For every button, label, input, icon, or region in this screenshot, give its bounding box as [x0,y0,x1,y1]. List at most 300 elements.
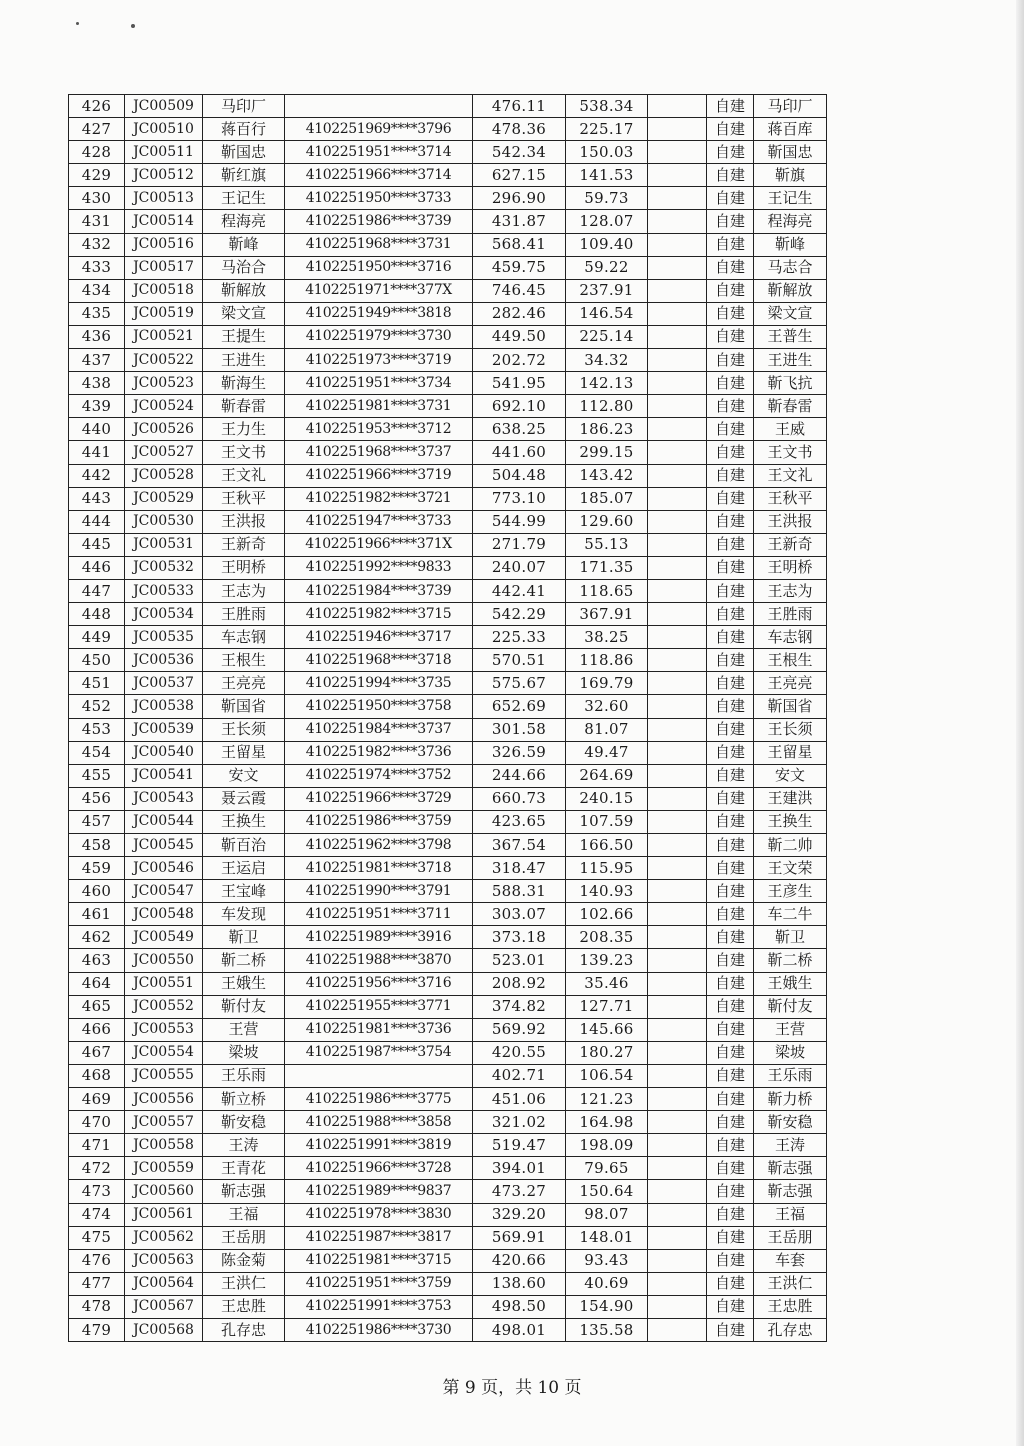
area-value-2-cell: 98.07 [566,1203,648,1226]
owner-name-cell: 王营 [203,1018,285,1041]
id-number-cell: 4102251966****3719 [285,464,473,487]
parcel-code-cell: JC00533 [125,579,203,602]
id-number-cell: 4102251969****3796 [285,118,473,141]
empty-cell [648,1180,707,1203]
build-type-cell: 自建 [707,1226,754,1249]
table-row [69,695,827,718]
parcel-code-cell: JC00540 [125,741,203,764]
parcel-code-cell: JC00512 [125,164,203,187]
area-value-1-cell: 303.07 [473,903,566,926]
area-value-2-cell: 154.90 [566,1295,648,1318]
area-value-1-cell: 329.20 [473,1203,566,1226]
holder-name-cell: 靳卫 [754,926,827,949]
area-value-1-cell: 373.18 [473,926,566,949]
table-row [69,118,827,141]
area-value-2-cell: 225.14 [566,325,648,348]
holder-name-cell: 王普生 [754,325,827,348]
row-number-cell: 457 [69,810,125,833]
build-type-cell: 自建 [707,1018,754,1041]
empty-cell [648,141,707,164]
area-value-1-cell: 138.60 [473,1272,566,1295]
area-value-2-cell: 367.91 [566,603,648,626]
row-number-cell: 471 [69,1134,125,1157]
empty-cell [648,764,707,787]
table-row [69,1180,827,1203]
row-number-cell: 432 [69,233,125,256]
area-value-1-cell: 420.66 [473,1249,566,1272]
empty-cell [648,1041,707,1064]
empty-cell [648,1134,707,1157]
row-number-cell: 470 [69,1111,125,1134]
empty-cell [648,1249,707,1272]
area-value-2-cell: 180.27 [566,1041,648,1064]
area-value-1-cell: 575.67 [473,672,566,695]
build-type-cell: 自建 [707,718,754,741]
parcel-code-cell: JC00547 [125,880,203,903]
holder-name-cell: 靳旗 [754,164,827,187]
empty-cell [648,118,707,141]
parcel-code-cell: JC00537 [125,672,203,695]
holder-name-cell: 王岳朋 [754,1226,827,1249]
id-number-cell: 4102251962****3798 [285,834,473,857]
area-value-1-cell: 459.75 [473,256,566,279]
id-number-cell: 4102251966****3714 [285,164,473,187]
area-value-2-cell: 145.66 [566,1018,648,1041]
build-type-cell: 自建 [707,279,754,302]
area-value-1-cell: 449.50 [473,325,566,348]
owner-name-cell: 梁文宣 [203,302,285,325]
parcel-code-cell: JC00561 [125,1203,203,1226]
row-number-cell: 474 [69,1203,125,1226]
parcel-code-cell: JC00529 [125,487,203,510]
table-row [69,302,827,325]
build-type-cell: 自建 [707,418,754,441]
holder-name-cell: 王新奇 [754,533,827,556]
build-type-cell: 自建 [707,903,754,926]
area-value-2-cell: 166.50 [566,834,648,857]
table-row [69,857,827,880]
table-row [69,903,827,926]
id-number-cell: 4102251986****3739 [285,210,473,233]
area-value-2-cell: 59.73 [566,187,648,210]
empty-cell [648,1295,707,1318]
row-number-cell: 454 [69,741,125,764]
table-row [69,210,827,233]
owner-name-cell: 王乐雨 [203,1064,285,1087]
area-value-2-cell: 121.23 [566,1088,648,1111]
area-value-2-cell: 140.93 [566,880,648,903]
parcel-code-cell: JC00531 [125,533,203,556]
empty-cell [648,857,707,880]
row-number-cell: 441 [69,441,125,464]
area-value-1-cell: 420.55 [473,1041,566,1064]
id-number-cell: 4102251968****3731 [285,233,473,256]
id-number-cell: 4102251950****3758 [285,695,473,718]
id-number-cell [285,95,473,118]
empty-cell [648,210,707,233]
parcel-code-cell: JC00511 [125,141,203,164]
holder-name-cell: 王洪仁 [754,1272,827,1295]
scan-speck [131,24,135,28]
row-number-cell: 439 [69,395,125,418]
row-number-cell: 458 [69,834,125,857]
owner-name-cell: 靳国省 [203,695,285,718]
empty-cell [648,418,707,441]
area-value-2-cell: 150.64 [566,1180,648,1203]
id-number-cell: 4102251988****3858 [285,1111,473,1134]
empty-cell [648,579,707,602]
table-row [69,810,827,833]
area-value-1-cell: 402.71 [473,1064,566,1087]
row-number-cell: 437 [69,349,125,372]
parcel-code-cell: JC00556 [125,1088,203,1111]
row-number-cell: 435 [69,302,125,325]
area-value-2-cell: 107.59 [566,810,648,833]
id-number-cell: 4102251981****3731 [285,395,473,418]
id-number-cell: 4102251990****3791 [285,880,473,903]
area-value-1-cell: 638.25 [473,418,566,441]
empty-cell [648,556,707,579]
table-row [69,187,827,210]
area-value-1-cell: 773.10 [473,487,566,510]
area-value-2-cell: 171.35 [566,556,648,579]
holder-name-cell: 靳志强 [754,1180,827,1203]
holder-name-cell: 王建洪 [754,787,827,810]
area-value-1-cell: 652.69 [473,695,566,718]
build-type-cell: 自建 [707,164,754,187]
parcel-code-cell: JC00519 [125,302,203,325]
empty-cell [648,487,707,510]
area-value-2-cell: 208.35 [566,926,648,949]
owner-name-cell: 王娥生 [203,972,285,995]
table-row [69,579,827,602]
row-number-cell: 430 [69,187,125,210]
row-number-cell: 466 [69,1018,125,1041]
owner-name-cell: 王岳朋 [203,1226,285,1249]
build-type-cell: 自建 [707,834,754,857]
table-row [69,1226,827,1249]
row-number-cell: 450 [69,649,125,672]
area-value-2-cell: 118.65 [566,579,648,602]
owner-name-cell: 安文 [203,764,285,787]
area-value-1-cell: 660.73 [473,787,566,810]
area-value-2-cell: 185.07 [566,487,648,510]
id-number-cell: 4102251971****377X [285,279,473,302]
id-number-cell: 4102251987****3817 [285,1226,473,1249]
build-type-cell: 自建 [707,464,754,487]
holder-name-cell: 王娥生 [754,972,827,995]
row-number-cell: 446 [69,556,125,579]
area-value-2-cell: 79.65 [566,1157,648,1180]
empty-cell [648,995,707,1018]
owner-name-cell: 靳安稳 [203,1111,285,1134]
build-type-cell: 自建 [707,1295,754,1318]
table-row [69,1157,827,1180]
row-number-cell: 477 [69,1272,125,1295]
id-number-cell: 4102251979****3730 [285,325,473,348]
row-number-cell: 478 [69,1295,125,1318]
parcel-code-cell: JC00521 [125,325,203,348]
empty-cell [648,1226,707,1249]
area-value-1-cell: 746.45 [473,279,566,302]
area-value-1-cell: 367.54 [473,834,566,857]
parcel-code-cell: JC00527 [125,441,203,464]
table-row [69,349,827,372]
holder-name-cell: 孔存忠 [754,1318,827,1341]
area-value-2-cell: 127.71 [566,995,648,1018]
area-value-2-cell: 146.54 [566,302,648,325]
owner-name-cell: 王文书 [203,441,285,464]
owner-name-cell: 靳付友 [203,995,285,1018]
empty-cell [648,603,707,626]
table-row [69,95,827,118]
holder-name-cell: 程海亮 [754,210,827,233]
parcel-code-cell: JC00524 [125,395,203,418]
owner-name-cell: 王亮亮 [203,672,285,695]
parcel-code-cell: JC00514 [125,210,203,233]
area-value-2-cell: 141.53 [566,164,648,187]
area-value-2-cell: 225.17 [566,118,648,141]
holder-name-cell: 王涛 [754,1134,827,1157]
row-number-cell: 468 [69,1064,125,1087]
build-type-cell: 自建 [707,1041,754,1064]
area-value-1-cell: 442.41 [473,579,566,602]
area-value-2-cell: 55.13 [566,533,648,556]
owner-name-cell: 靳立桥 [203,1088,285,1111]
holder-name-cell: 靳春雷 [754,395,827,418]
owner-name-cell: 马印厂 [203,95,285,118]
owner-name-cell: 靳海生 [203,372,285,395]
owner-name-cell: 王文礼 [203,464,285,487]
table-row [69,972,827,995]
owner-name-cell: 王福 [203,1203,285,1226]
area-value-1-cell: 544.99 [473,510,566,533]
id-number-cell: 4102251986****3759 [285,810,473,833]
holder-name-cell: 车套 [754,1249,827,1272]
holder-name-cell: 王长须 [754,718,827,741]
table-row [69,233,827,256]
owner-name-cell: 王进生 [203,349,285,372]
row-number-cell: 445 [69,533,125,556]
holder-name-cell: 王进生 [754,349,827,372]
table-row [69,741,827,764]
parcel-code-cell: JC00546 [125,857,203,880]
holder-name-cell: 王福 [754,1203,827,1226]
empty-cell [648,1203,707,1226]
holder-name-cell: 靳解放 [754,279,827,302]
area-value-1-cell: 473.27 [473,1180,566,1203]
owner-name-cell: 靳卫 [203,926,285,949]
build-type-cell: 自建 [707,764,754,787]
owner-name-cell: 王胜雨 [203,603,285,626]
build-type-cell: 自建 [707,510,754,533]
area-value-1-cell: 568.41 [473,233,566,256]
empty-cell [648,441,707,464]
row-number-cell: 472 [69,1157,125,1180]
owner-name-cell: 靳红旗 [203,164,285,187]
owner-name-cell: 王根生 [203,649,285,672]
area-value-1-cell: 542.29 [473,603,566,626]
table-row [69,718,827,741]
build-type-cell: 自建 [707,695,754,718]
table-row [69,649,827,672]
build-type-cell: 自建 [707,880,754,903]
owner-name-cell: 王运启 [203,857,285,880]
holder-name-cell: 靳二帅 [754,834,827,857]
build-type-cell: 自建 [707,1180,754,1203]
row-number-cell: 448 [69,603,125,626]
parcel-code-cell: JC00534 [125,603,203,626]
id-number-cell: 4102251950****3716 [285,256,473,279]
row-number-cell: 428 [69,141,125,164]
empty-cell [648,649,707,672]
empty-cell [648,949,707,972]
parcel-code-cell: JC00555 [125,1064,203,1087]
table-row [69,1249,827,1272]
build-type-cell: 自建 [707,533,754,556]
holder-name-cell: 靳安稳 [754,1111,827,1134]
area-value-2-cell: 299.15 [566,441,648,464]
build-type-cell: 自建 [707,141,754,164]
id-number-cell: 4102251982****3715 [285,603,473,626]
area-value-2-cell: 40.69 [566,1272,648,1295]
parcel-code-cell: JC00568 [125,1318,203,1341]
id-number-cell: 4102251982****3736 [285,741,473,764]
holder-name-cell: 王志为 [754,579,827,602]
table-row [69,141,827,164]
empty-cell [648,718,707,741]
build-type-cell: 自建 [707,1249,754,1272]
owner-name-cell: 靳二桥 [203,949,285,972]
empty-cell [648,1018,707,1041]
id-number-cell: 4102251966****371X [285,533,473,556]
empty-cell [648,395,707,418]
id-number-cell: 4102251946****3717 [285,626,473,649]
build-type-cell: 自建 [707,395,754,418]
build-type-cell: 自建 [707,349,754,372]
row-number-cell: 459 [69,857,125,880]
table-row [69,510,827,533]
owner-name-cell: 王忠胜 [203,1295,285,1318]
area-value-1-cell: 394.01 [473,1157,566,1180]
parcel-code-cell: JC00551 [125,972,203,995]
parcel-code-cell: JC00535 [125,626,203,649]
table-row [69,464,827,487]
empty-cell [648,302,707,325]
table-row [69,1064,827,1087]
empty-cell [648,533,707,556]
parcel-code-cell: JC00543 [125,787,203,810]
table-row [69,834,827,857]
table-row [69,418,827,441]
build-type-cell: 自建 [707,487,754,510]
empty-cell [648,903,707,926]
build-type-cell: 自建 [707,810,754,833]
parcel-code-cell: JC00509 [125,95,203,118]
id-number-cell [285,1064,473,1087]
empty-cell [648,972,707,995]
holder-name-cell: 安文 [754,764,827,787]
parcel-code-cell: JC00550 [125,949,203,972]
area-value-1-cell: 504.48 [473,464,566,487]
id-number-cell: 4102251984****3739 [285,579,473,602]
holder-name-cell: 王明桥 [754,556,827,579]
id-number-cell: 4102251991****3819 [285,1134,473,1157]
row-number-cell: 429 [69,164,125,187]
table-row [69,995,827,1018]
owner-name-cell: 王换生 [203,810,285,833]
area-value-2-cell: 38.25 [566,626,648,649]
id-number-cell: 4102251956****3716 [285,972,473,995]
table-row [69,949,827,972]
row-number-cell: 469 [69,1088,125,1111]
row-number-cell: 436 [69,325,125,348]
row-number-cell: 467 [69,1041,125,1064]
row-number-cell: 476 [69,1249,125,1272]
area-value-2-cell: 143.42 [566,464,648,487]
owner-name-cell: 程海亮 [203,210,285,233]
table-row [69,372,827,395]
area-value-1-cell: 523.01 [473,949,566,972]
parcel-code-cell: JC00536 [125,649,203,672]
owner-name-cell: 靳春雷 [203,395,285,418]
owner-name-cell: 王涛 [203,1134,285,1157]
table-row [69,1272,827,1295]
id-number-cell: 4102251981****3718 [285,857,473,880]
owner-name-cell: 王洪报 [203,510,285,533]
parcel-code-cell: JC00548 [125,903,203,926]
build-type-cell: 自建 [707,95,754,118]
table-row [69,764,827,787]
build-type-cell: 自建 [707,926,754,949]
build-type-cell: 自建 [707,1111,754,1134]
area-value-2-cell: 118.86 [566,649,648,672]
owner-name-cell: 马治合 [203,256,285,279]
parcel-code-cell: JC00564 [125,1272,203,1295]
owner-name-cell: 王洪仁 [203,1272,285,1295]
parcel-code-cell: JC00553 [125,1018,203,1041]
area-value-1-cell: 208.92 [473,972,566,995]
households-table [68,94,827,1342]
owner-name-cell: 王留星 [203,741,285,764]
holder-name-cell: 车二牛 [754,903,827,926]
holder-name-cell: 王营 [754,1018,827,1041]
empty-cell [648,372,707,395]
area-value-1-cell: 451.06 [473,1088,566,1111]
row-number-cell: 449 [69,626,125,649]
parcel-code-cell: JC00549 [125,926,203,949]
table-row [69,1111,827,1134]
build-type-cell: 自建 [707,787,754,810]
holder-name-cell: 梁坡 [754,1041,827,1064]
area-value-2-cell: 93.43 [566,1249,648,1272]
holder-name-cell: 靳付友 [754,995,827,1018]
area-value-1-cell: 542.34 [473,141,566,164]
holder-name-cell: 靳国忠 [754,141,827,164]
id-number-cell: 4102251947****3733 [285,510,473,533]
holder-name-cell: 靳二桥 [754,949,827,972]
row-number-cell: 443 [69,487,125,510]
area-value-1-cell: 271.79 [473,533,566,556]
id-number-cell: 4102251988****3870 [285,949,473,972]
build-type-cell: 自建 [707,233,754,256]
build-type-cell: 自建 [707,302,754,325]
parcel-code-cell: JC00567 [125,1295,203,1318]
area-value-1-cell: 202.72 [473,349,566,372]
holder-name-cell: 王彦生 [754,880,827,903]
table-row [69,1203,827,1226]
holder-name-cell: 王文礼 [754,464,827,487]
